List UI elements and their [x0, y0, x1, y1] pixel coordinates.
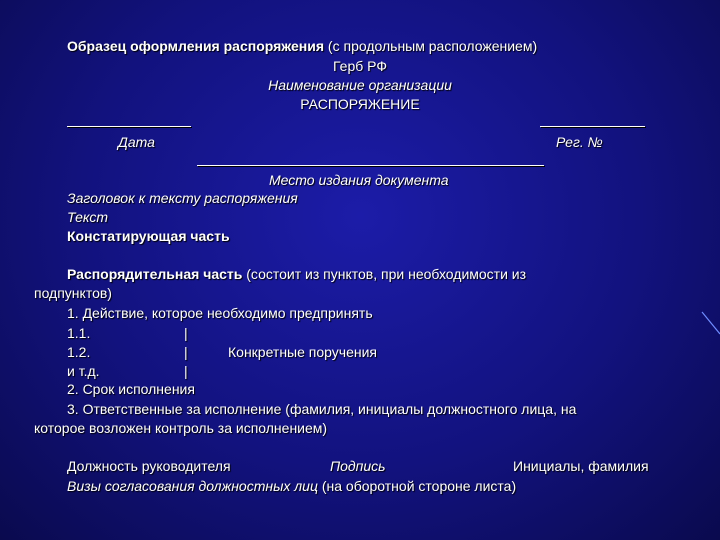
visas-rest: (на оборотной стороне листа) — [317, 478, 517, 494]
document-title — [67, 38, 537, 55]
bar-2: | — [184, 344, 188, 360]
reg-no-rule — [540, 126, 645, 127]
document-type: РАСПОРЯЖЕНИЕ — [300, 96, 420, 112]
date-field: Дата — [118, 134, 155, 150]
statement-part: Констатирующая часть — [67, 228, 230, 244]
item-1: 1. Действие, которое необходимо предпринять — [67, 305, 373, 321]
text-label: Текст — [67, 209, 108, 225]
item-2: 2. Срок исполнения — [67, 381, 195, 397]
order-part-continued: подпунктов) — [34, 285, 112, 301]
visas-line — [67, 478, 516, 495]
order-part — [67, 266, 526, 283]
date-rule — [67, 126, 191, 127]
text-heading: Заголовок к тексту распоряжения — [67, 190, 298, 206]
head-position: Должность руководителя — [67, 458, 231, 474]
organization-name: Наименование организации — [268, 77, 452, 93]
order-part-rest: (состоит из пунктов, при необходимости из — [242, 266, 527, 282]
title-bold: Образец оформления распоряжения — [67, 38, 325, 54]
place-field: Место издания документа — [269, 172, 449, 188]
emblem-line: Герб РФ — [333, 58, 387, 74]
signature-field: Подпись — [330, 458, 386, 474]
title-rest: (с продольным расположением) — [324, 38, 538, 54]
item-3: 3. Ответственные за исполнение (фамилия, инициалы должностного лица, на — [67, 401, 577, 417]
decorative-stroke — [700, 310, 720, 350]
item-3-continued: которое возложен контроль за исполнением) — [34, 420, 328, 436]
etc-line: и т.д. — [67, 363, 100, 379]
sub-item-1-1: 1.1. — [67, 325, 91, 341]
sub-item-1-2: 1.2. — [67, 344, 91, 360]
bar-3: | — [184, 363, 188, 379]
visas-italic: Визы согласования должностных лиц — [67, 478, 318, 494]
specific-orders: Конкретные поручения — [228, 344, 377, 360]
initials-field: Инициалы, фамилия — [513, 458, 649, 474]
order-part-bold: Распорядительная часть — [67, 266, 243, 282]
place-rule — [197, 165, 544, 166]
reg-no-field: Рег. № — [556, 134, 603, 150]
bar-1: | — [184, 325, 188, 341]
